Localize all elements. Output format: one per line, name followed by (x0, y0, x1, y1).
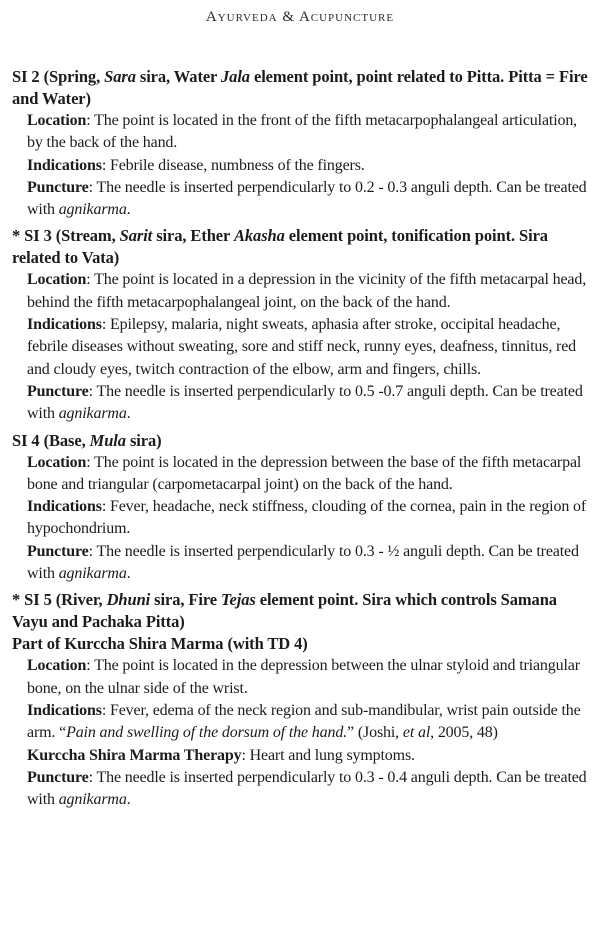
text-run: : Febrile disease, numbness of the fingers. (101, 156, 365, 174)
italic-text: et al (402, 724, 431, 742)
text-run: , 2005, 48) (430, 724, 498, 742)
italic-text: Akasha (233, 226, 285, 246)
entry-label: Puncture (27, 542, 89, 560)
entry-label: Indications (27, 156, 102, 174)
text-run: : The needle is inserted perpendicularly to 0.3 - ½ anguli depth. Can be treated with (27, 542, 579, 583)
entry-label: Location (27, 453, 87, 471)
text-run: * SI 3 (Stream, (12, 226, 120, 246)
section-title (12, 633, 588, 655)
entry-location (12, 269, 588, 314)
text-run: : Epilepsy, malaria, night sweats, aphasia after stroke, occipital headache, febrile diseases without sweating, sore and stiff neck, runny eyes, deafness, tinnitus, red and cloudy eyes, twitch contraction of the elbow, arm and fingers, chills. (27, 316, 577, 378)
entry-indications (12, 496, 588, 541)
text-run: : The point is located in a depression in the vicinity of the fifth metacarpal head, behind the fifth metacarpophalangeal joint, on the back of the hand. (27, 271, 587, 311)
text-run: sira, Water (135, 67, 222, 86)
text-run: . (126, 201, 131, 219)
running-header: Ayurveda & Acupuncture (205, 9, 395, 25)
text-run: Part of Kurccha Shira Marma (with TD 4) (12, 634, 308, 654)
text-run: : The point is located in the depression between the base of the fifth metacarpal bone and triangular (carpometacarpal joint) on the back of the hand. (27, 453, 582, 493)
text-run: sira, Ether (152, 226, 234, 246)
point-section (12, 430, 588, 586)
text-run: . (126, 565, 131, 583)
point-section (12, 589, 588, 811)
entry-label: Indications (27, 316, 102, 334)
text-run: element point. Sira which controls Samana Vayu and Pachaka Pitta) (12, 590, 557, 632)
text-run: element point, tonification point. Sira related to Vata) (12, 226, 548, 268)
entry-label: Puncture (27, 382, 89, 400)
entry-puncture (12, 177, 588, 222)
italic-text: Jala (221, 67, 250, 86)
text-run: : The point is located in the depression between the ulnar styloid and triangular bone, on the ulnar side of the wrist. (27, 657, 580, 697)
text-run: SI 2 (Spring, (12, 67, 105, 86)
entry-indications (12, 155, 588, 177)
entry-kurccha-shira-marma-therapy (12, 745, 588, 767)
entry-label: Location (27, 271, 87, 289)
entry-indications (12, 700, 588, 745)
text-run: : The needle is inserted perpendicularly to 0.2 - 0.3 anguli depth. Can be treated with (27, 178, 587, 219)
point-section (12, 66, 588, 221)
text-run: : Fever, edema of the neck region and sub-mandibular, wrist pain outside the arm. “ (27, 701, 581, 742)
italic-text: Sara (104, 67, 136, 86)
italic-text: Sarit (119, 226, 153, 246)
entry-label: Puncture (27, 178, 89, 196)
section-title (12, 66, 588, 110)
italic-text: agnikarma (58, 565, 127, 583)
entry-label: Location (27, 657, 87, 675)
text-run: SI 4 (Base, (12, 430, 90, 450)
italic-text: Pain and swelling of the dorsum of the hand. (66, 724, 348, 742)
text-run: . (126, 791, 131, 809)
section-title (12, 430, 588, 452)
italic-text: agnikarma (58, 405, 127, 423)
entry-puncture (12, 381, 588, 426)
text-run: sira) (125, 430, 162, 450)
text-run: : Fever, headache, neck stiffness, clouding of the cornea, pain in the region of hypochondrium. (27, 498, 587, 538)
text-run: ” (Joshi, (347, 724, 403, 742)
entry-indications (12, 314, 588, 381)
entry-puncture (12, 767, 588, 812)
entry-location (12, 452, 588, 497)
page-content (0, 31, 600, 811)
text-run: : Heart and lung symptoms. (241, 746, 415, 764)
italic-text: Mula (89, 430, 126, 450)
entry-label: Indications (27, 498, 102, 516)
text-run: : The needle is inserted perpendicularly to 0.5 -0.7 anguli depth. Can be treated with (27, 382, 583, 423)
section-title (12, 225, 588, 269)
entry-label: Puncture (27, 768, 89, 786)
text-run: : The point is located in the front of the fifth metacarpophalangeal articulation, by the back of the hand. (27, 112, 578, 152)
entry-location (12, 655, 588, 700)
italic-text: agnikarma (58, 791, 127, 809)
entry-label: Location (27, 112, 87, 129)
entry-puncture (12, 541, 588, 586)
text-run: : The needle is inserted perpendicularly to 0.3 - 0.4 anguli depth. Can be treated with (27, 768, 587, 809)
entry-label: Indications (27, 701, 102, 719)
italic-text: Dhuni (106, 590, 151, 610)
text-run: sira, Fire (150, 590, 222, 610)
entry-location (12, 110, 588, 155)
italic-text: Tejas (221, 590, 256, 610)
section-title (12, 589, 588, 633)
entry-label: Kurccha Shira Marma Therapy (27, 746, 242, 764)
text-run: element point, point related to Pitta. Pitta = Fire and Water) (12, 67, 588, 108)
italic-text: agnikarma (58, 201, 127, 219)
text-run: * SI 5 (River, (12, 590, 107, 610)
point-section (12, 225, 588, 425)
text-run: . (126, 405, 131, 423)
